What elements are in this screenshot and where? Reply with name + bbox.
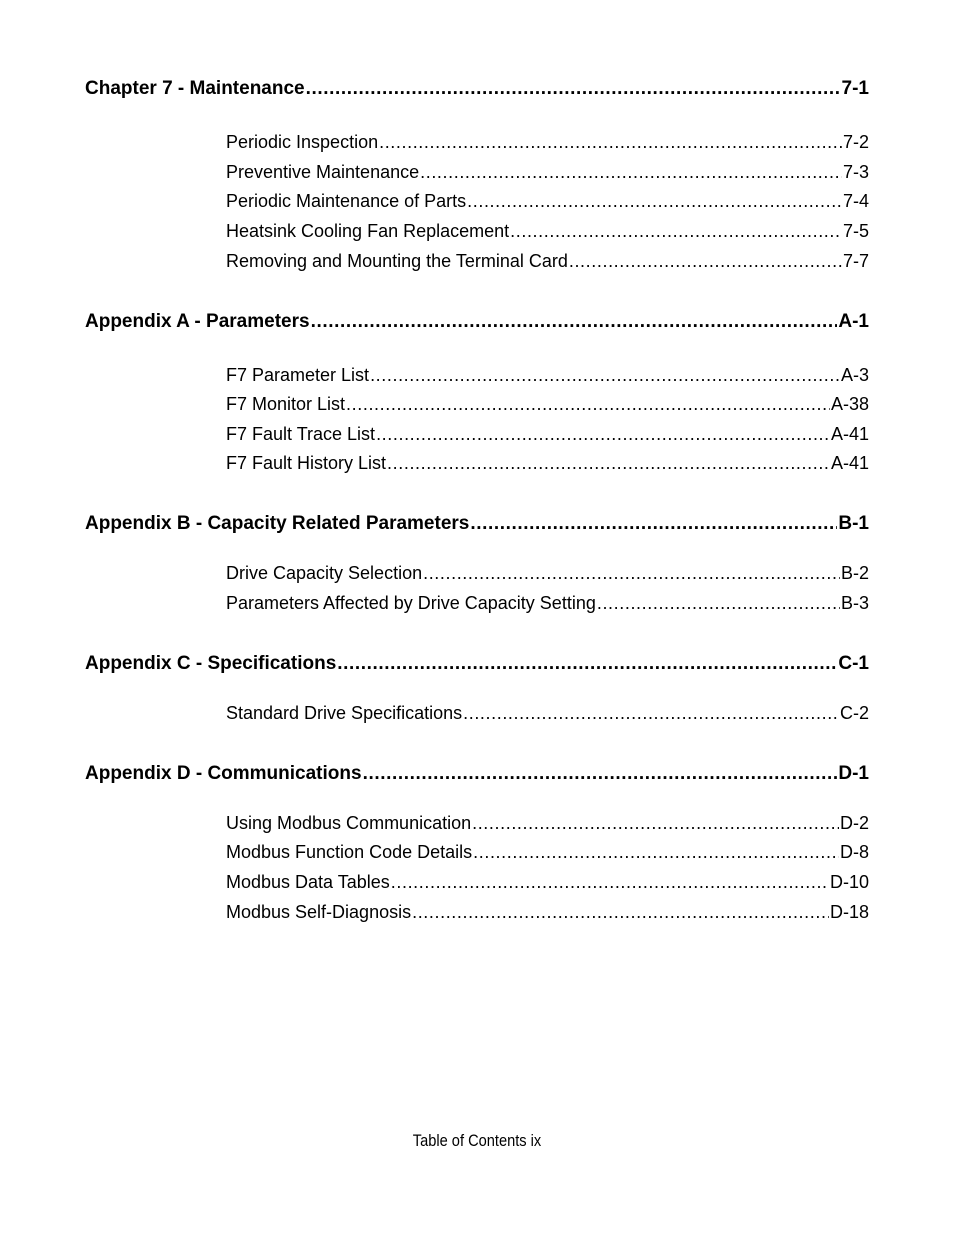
toc-item[interactable]	[226, 221, 869, 242]
toc-entry-title: Chapter 7 - Maintenance	[85, 78, 305, 99]
toc-entry-title: Appendix A - Parameters	[85, 311, 310, 332]
dot-leader	[387, 453, 830, 474]
dot-leader	[379, 132, 842, 153]
dot-leader	[473, 842, 839, 863]
toc-item-page: C-2	[839, 703, 869, 723]
toc-item-page: D-10	[829, 872, 869, 892]
toc-item-title: Parameters Affected by Drive Capacity Setting	[226, 593, 596, 613]
toc-item-title: Preventive Maintenance	[226, 162, 420, 182]
toc-item-title: Drive Capacity Selection	[226, 563, 423, 583]
toc-entry-page: C-1	[838, 653, 869, 674]
toc-item-title: Modbus Self-Diagnosis	[226, 902, 412, 922]
dot-leader	[391, 872, 829, 893]
toc-entry-page: 7-1	[841, 78, 869, 99]
toc-entry-page: B-1	[838, 513, 869, 534]
toc-item-page: D-2	[839, 813, 869, 833]
toc-item-page: 7-3	[842, 162, 869, 182]
toc-entry-title: Appendix B - Capacity Related Parameters	[85, 513, 470, 534]
toc-item-title: Periodic Maintenance of Parts	[226, 191, 467, 211]
toc-item-title: F7 Fault Trace List	[226, 424, 376, 444]
toc-item-title: F7 Parameter List	[226, 365, 370, 385]
toc-item[interactable]	[226, 453, 869, 474]
dot-leader	[306, 78, 841, 100]
toc-item[interactable]	[226, 424, 869, 445]
dot-leader	[420, 162, 842, 183]
dot-leader	[412, 902, 829, 923]
toc-item[interactable]	[226, 902, 869, 923]
toc-item[interactable]	[226, 813, 869, 834]
toc-item-title: Using Modbus Communication	[226, 813, 472, 833]
toc-item-title: Heatsink Cooling Fan Replacement	[226, 221, 510, 241]
toc-item-page: A-41	[830, 424, 869, 444]
dot-leader	[569, 251, 842, 272]
dot-leader	[423, 563, 840, 584]
toc-item-page: A-3	[840, 365, 869, 385]
toc-appendix-a[interactable]	[85, 311, 869, 333]
toc-entry-page: D-1	[838, 763, 869, 784]
dot-leader	[376, 424, 830, 445]
toc-chapter-7[interactable]	[85, 78, 869, 100]
toc-item-page: B-2	[840, 563, 869, 583]
toc-appendix-d[interactable]	[85, 763, 869, 785]
toc-entry-page: A-1	[838, 311, 869, 332]
toc-item-page: 7-4	[842, 191, 869, 211]
toc-item-title: F7 Fault History List	[226, 453, 387, 473]
toc-item-page: D-18	[829, 902, 869, 922]
toc-item-page: 7-2	[842, 132, 869, 152]
toc-item-page: A-41	[830, 453, 869, 473]
toc-item-title: Standard Drive Specifications	[226, 703, 463, 723]
toc-item-title: Periodic Inspection	[226, 132, 379, 152]
toc-item-page: A-38	[830, 394, 869, 414]
toc-item[interactable]	[226, 703, 869, 724]
toc-item[interactable]	[226, 593, 869, 614]
toc-appendix-b[interactable]	[85, 513, 869, 535]
page-footer: Table of Contents ix	[412, 1131, 542, 1150]
toc-item[interactable]	[226, 872, 869, 893]
toc-item[interactable]	[226, 563, 869, 584]
dot-leader	[370, 365, 840, 386]
toc-entry-title: Appendix D - Communications	[85, 763, 362, 784]
dot-leader	[346, 394, 830, 415]
dot-leader	[597, 593, 840, 614]
toc-item-title: Modbus Function Code Details	[226, 842, 473, 862]
toc-item[interactable]	[226, 191, 869, 212]
toc-item-title: Removing and Mounting the Terminal Card	[226, 251, 568, 271]
dot-leader	[363, 763, 838, 785]
toc-item-title: F7 Monitor List	[226, 394, 346, 414]
dot-leader	[311, 311, 838, 333]
toc-item[interactable]	[226, 365, 869, 386]
toc-entry-title: Appendix C - Specifications	[85, 653, 337, 674]
toc-item[interactable]	[226, 162, 869, 183]
toc-appendix-c[interactable]	[85, 653, 869, 675]
dot-leader	[463, 703, 839, 724]
toc-item-page: 7-5	[842, 221, 869, 241]
dot-leader	[467, 191, 842, 212]
toc-item[interactable]	[226, 394, 869, 415]
dot-leader	[510, 221, 842, 242]
toc-item-page: B-3	[840, 593, 869, 613]
dot-leader	[472, 813, 839, 834]
toc-item[interactable]	[226, 251, 869, 272]
dot-leader	[337, 653, 837, 675]
toc-item[interactable]	[226, 132, 869, 153]
toc-item-page: 7-7	[842, 251, 869, 271]
dot-leader	[470, 513, 837, 535]
toc-item-title: Modbus Data Tables	[226, 872, 390, 892]
toc-item[interactable]	[226, 842, 869, 863]
toc-item-page: D-8	[839, 842, 869, 862]
